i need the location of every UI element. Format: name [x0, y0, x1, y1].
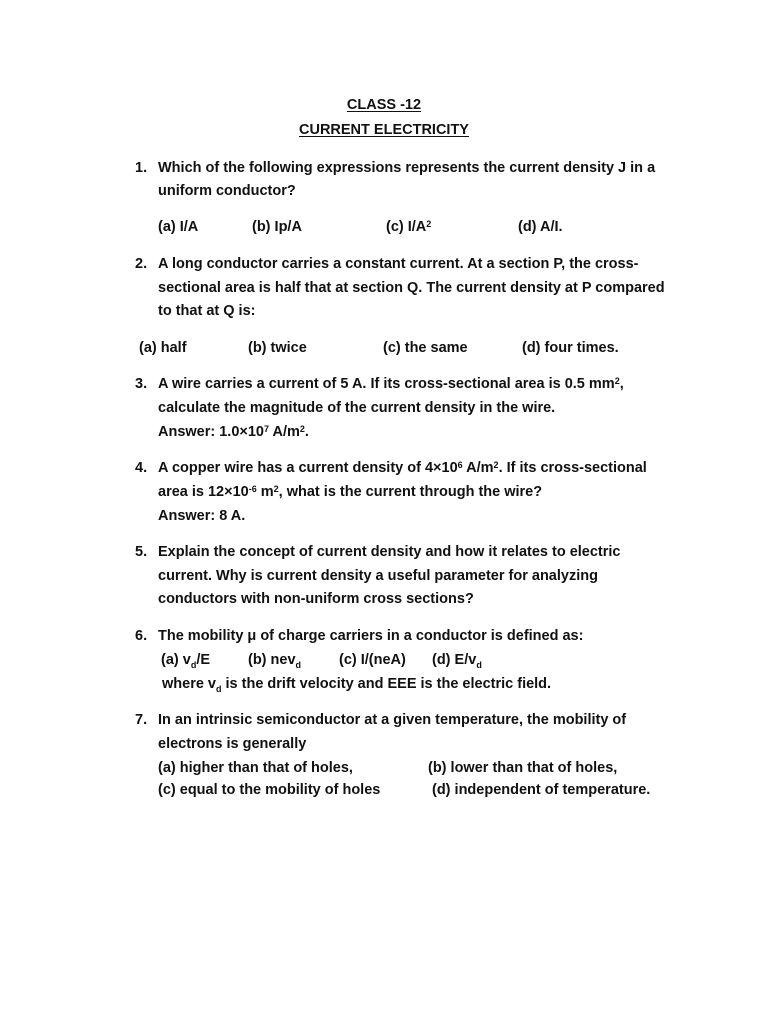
question-text: A wire carries a current of 5 A. If its cross-sectional area is 0.5 $mm^2$,	[158, 376, 624, 392]
question-number: 3.	[135, 376, 148, 392]
question-text: Which of the following expressions represents the current density J in a	[158, 160, 656, 176]
question-number: 7.	[135, 712, 148, 728]
question-text: uniform conductor?	[158, 183, 296, 199]
option-d: (d) $E/v_d$	[432, 652, 482, 670]
option-a: (a) I/A	[158, 219, 199, 235]
option-d: (d) independent of temperature.	[432, 782, 651, 798]
answer-text: Answer: 8 A.	[158, 508, 246, 524]
question-text: Explain the concept of current density and how it relates to electric	[158, 544, 621, 560]
question-text: In an intrinsic semiconductor at a given temperature, the mobility of	[158, 712, 627, 728]
question-text: conductors with non-uniform cross sections?	[158, 591, 474, 607]
option-c: (c) $I/A^2$	[386, 219, 432, 235]
question-number: 4.	[135, 460, 148, 476]
option-d: (d) A/I.	[518, 219, 563, 235]
option-b: (b) nev$_d$	[248, 652, 302, 670]
question-text: electrons is generally	[158, 736, 307, 752]
question-number: 2.	[135, 256, 148, 272]
class-title: CLASS -12	[346, 97, 422, 113]
option-c: (c) I/(neA)	[339, 652, 406, 668]
option-c: (c) equal to the mobility of holes	[158, 782, 381, 798]
question-note: where $v_d$ is the drift velocity and EEE is the electric field.	[162, 676, 552, 694]
option-b: (b) lower than that of holes,	[428, 760, 618, 776]
question-text: to that at Q is:	[158, 303, 256, 319]
option-a: (a) half	[139, 340, 187, 356]
question-number: 6.	[135, 628, 148, 644]
option-a: (a) higher than that of holes,	[158, 760, 353, 776]
subject-title: CURRENT ELECTRICITY	[299, 122, 469, 138]
option-a: (a) $v_d/E$	[161, 652, 211, 670]
question-text: area is $12\times 10^{-6}$ $m^2$, what is the current through the wire?	[158, 484, 543, 500]
option-b: (b) Ip/A	[252, 219, 302, 235]
question-text: current. Why is current density a useful parameter for analyzing	[158, 568, 598, 584]
question-text: A long conductor carries a constant current. At a section P, the cross-	[158, 256, 639, 272]
option-d: (d) four times.	[522, 340, 619, 356]
question-number: 5.	[135, 544, 148, 560]
option-c: (c) the same	[383, 340, 468, 356]
question-text: calculate the magnitude of the current density in the wire.	[158, 400, 556, 416]
question-text: The mobility μ of charge carriers in a conductor is defined as:	[158, 628, 584, 644]
question-text: A copper wire has a current density of $4\times 10^6$ $A/m^2$. If its cross-sectional	[158, 460, 647, 476]
question-number: 1.	[135, 160, 148, 176]
answer-text: Answer: $1.0\times 10^7$ $A/m^2$.	[158, 424, 309, 440]
question-text: sectional area is half that at section Q. The current density at P compared	[158, 280, 665, 296]
option-b: (b) twice	[248, 340, 307, 356]
